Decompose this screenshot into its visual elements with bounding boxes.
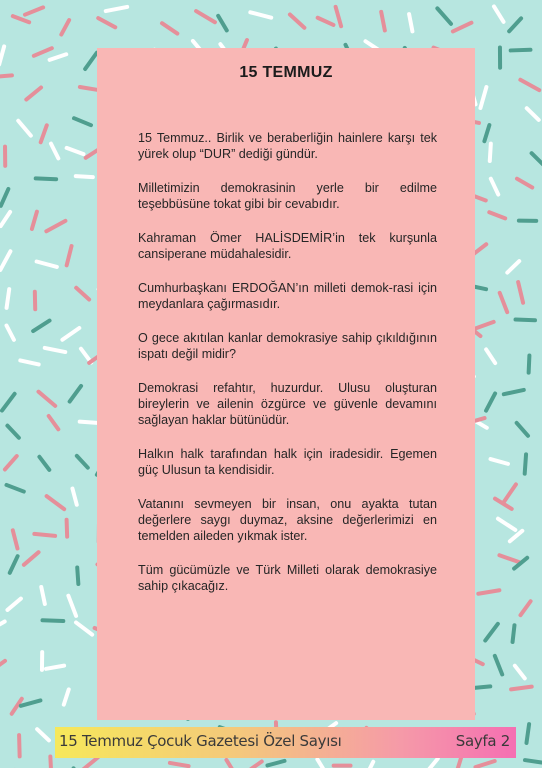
sprinkle xyxy=(476,322,494,328)
sprinkle xyxy=(381,12,385,31)
sprinkle xyxy=(80,87,98,90)
sprinkle xyxy=(510,531,522,541)
sprinkle xyxy=(480,87,486,108)
sprinkle xyxy=(484,125,489,141)
sprinkle xyxy=(47,496,65,509)
sprinkle xyxy=(226,760,237,768)
sprinkle xyxy=(77,456,88,468)
sprinkle xyxy=(7,599,20,610)
sprinkle xyxy=(34,534,55,536)
sprinkle xyxy=(2,394,15,411)
sprinkle xyxy=(511,687,532,690)
sprinkle xyxy=(532,153,542,165)
sprinkle xyxy=(517,423,528,436)
sprinkle xyxy=(290,14,304,27)
sprinkle xyxy=(67,520,68,537)
sprinkle xyxy=(46,666,64,669)
sprinkle xyxy=(520,80,539,90)
sprinkle xyxy=(250,12,271,17)
sprinkle xyxy=(41,587,45,604)
sprinkle xyxy=(0,46,4,64)
sprinkle xyxy=(74,118,91,125)
sprinkle xyxy=(10,556,18,573)
sprinkle xyxy=(64,689,69,704)
sprinkle xyxy=(50,756,51,768)
sprinkle xyxy=(437,8,451,23)
sprinkle xyxy=(248,762,262,768)
sprinkle xyxy=(7,426,18,438)
sprinkle xyxy=(0,661,5,673)
sprinkle xyxy=(498,519,515,530)
paragraph: Vatanını sevmeyen bir insan, onu ayakta tutan değerlere saygı duymaz, aksine değerlerimizi en temelden aileden yıkmak ister. xyxy=(138,497,437,543)
sprinkle xyxy=(494,6,504,21)
sprinkle xyxy=(513,625,515,642)
sprinkle xyxy=(509,18,521,31)
sprinkle xyxy=(18,121,31,136)
paragraph: Milletimizin demokrasinin yerle bir edilme teşebbüsüne tokat gibi bir cevabıdır. xyxy=(138,181,437,211)
paragraph: Halkın halk tarafından halk için iradesidir. Egemen güç Ulusun ta kendisidir. xyxy=(138,447,437,477)
sprinkle xyxy=(526,724,529,743)
sprinkle xyxy=(366,762,373,768)
sprinkle xyxy=(77,568,78,584)
page-title: 15 TEMMUZ xyxy=(239,64,333,81)
sprinkle xyxy=(336,7,341,26)
sprinkle xyxy=(49,416,59,429)
sprinkle xyxy=(83,757,98,768)
sprinkle xyxy=(62,328,79,340)
sprinkle xyxy=(525,760,542,762)
sprinkle xyxy=(162,23,177,33)
sprinkle xyxy=(527,108,539,120)
sprinkle xyxy=(170,763,189,766)
sprinkle xyxy=(61,20,69,34)
sprinkle xyxy=(489,212,505,218)
paragraph: Kahraman Ömer HALİSDEMİR’in tek kurşunla cansiperane müdahalesidir. xyxy=(138,231,437,261)
sprinkle xyxy=(473,244,486,254)
sprinkle xyxy=(70,386,81,402)
sprinkle xyxy=(13,16,29,22)
sprinkle xyxy=(37,262,57,267)
sprinkle xyxy=(409,14,412,31)
sprinkle xyxy=(529,355,530,372)
sprinkle xyxy=(517,179,532,188)
sprinkle xyxy=(485,624,498,641)
sprinkle xyxy=(26,88,41,100)
sprinkle xyxy=(478,590,499,593)
sprinkle xyxy=(19,735,20,756)
sprinkle xyxy=(76,622,92,634)
sprinkle xyxy=(7,326,14,340)
sprinkle xyxy=(1,212,10,226)
sprinkle xyxy=(67,148,84,154)
article-body xyxy=(138,130,437,612)
sprinkle xyxy=(39,457,49,470)
sprinkle xyxy=(32,212,37,229)
sprinkle xyxy=(42,620,63,621)
sprinkle xyxy=(486,393,495,410)
sprinkle xyxy=(98,18,115,27)
sprinkle xyxy=(33,321,49,331)
sprinkle xyxy=(45,348,66,352)
sprinkle xyxy=(76,176,93,177)
sprinkle xyxy=(1,189,8,206)
sprinkle xyxy=(475,761,494,767)
sprinkle xyxy=(504,390,524,394)
page-number: Sayfa 2 xyxy=(455,732,510,750)
sprinkle xyxy=(34,48,52,56)
sprinkle xyxy=(267,761,284,766)
sprinkle xyxy=(318,18,334,25)
sprinkle xyxy=(46,221,65,231)
sprinkle xyxy=(456,758,461,768)
sprinkle xyxy=(518,282,523,303)
sprinkle xyxy=(37,729,49,740)
sprinkle xyxy=(486,349,495,363)
sprinkle xyxy=(0,251,10,270)
sprinkle xyxy=(453,23,472,32)
sprinkle xyxy=(68,596,76,616)
sprinkle xyxy=(500,293,507,312)
sprinkle xyxy=(41,125,47,142)
article-card xyxy=(97,48,475,720)
sprinkle xyxy=(36,178,56,179)
sprinkle xyxy=(7,289,10,308)
publication-name: 15 Temmuz Çocuk Gazetesi Özel Sayısı xyxy=(59,732,342,750)
sprinkle xyxy=(491,179,498,195)
sprinkle xyxy=(67,246,72,265)
sprinkle xyxy=(50,54,67,60)
paragraph: Demokrasi refahtır, huzurdur. Ulusu oluşturan bireylerin ve ailenin özgürce ve güvenle devamını sağlayan haklar bütünüdür. xyxy=(138,381,437,427)
footer-banner xyxy=(55,727,516,758)
sprinkle xyxy=(20,360,38,364)
sprinkle xyxy=(38,392,55,406)
sprinkle xyxy=(511,50,531,51)
paragraph: 15 Temmuz.. Birlik ve beraberliğin hainlere karşı tek yürek olup “DUR” dediği gündür. xyxy=(138,131,437,161)
sprinkle xyxy=(196,11,215,22)
sprinkle xyxy=(0,621,5,629)
sprinkle xyxy=(491,459,508,464)
sprinkle xyxy=(507,261,519,272)
sprinkle xyxy=(515,666,525,679)
sprinkle xyxy=(21,700,41,705)
paragraph: Tüm gücümüzle ve Türk Milleti olarak demokrasiye sahip çıkacağız. xyxy=(138,563,437,593)
sprinkle xyxy=(51,144,58,159)
sprinkle xyxy=(24,552,39,565)
sprinkle xyxy=(525,454,526,473)
sprinkle xyxy=(490,144,491,161)
paragraph: O gece akıtılan kanlar demokrasiye sahip çıkıldığının ispatı değil midir? xyxy=(138,331,437,361)
paragraph: Cumhurbaşkanı ERDOĞAN’ın milleti demok-rasi için meydanlara çağırmasıdır. xyxy=(138,281,437,311)
sprinkle xyxy=(0,75,12,77)
sprinkle xyxy=(495,656,502,675)
sprinkle xyxy=(317,759,327,768)
sprinkle xyxy=(85,53,97,69)
sprinkle xyxy=(72,489,76,505)
sprinkle xyxy=(520,601,530,615)
sprinkle xyxy=(13,530,18,548)
sprinkle xyxy=(25,7,43,14)
sprinkle xyxy=(76,288,89,300)
sprinkle xyxy=(218,16,227,31)
sprinkle xyxy=(5,456,17,469)
sprinkle xyxy=(426,759,438,768)
sprinkle xyxy=(106,7,127,11)
sprinkle xyxy=(516,320,535,321)
sprinkle xyxy=(504,484,516,501)
sprinkle xyxy=(7,485,24,492)
sprinkle xyxy=(499,555,519,562)
